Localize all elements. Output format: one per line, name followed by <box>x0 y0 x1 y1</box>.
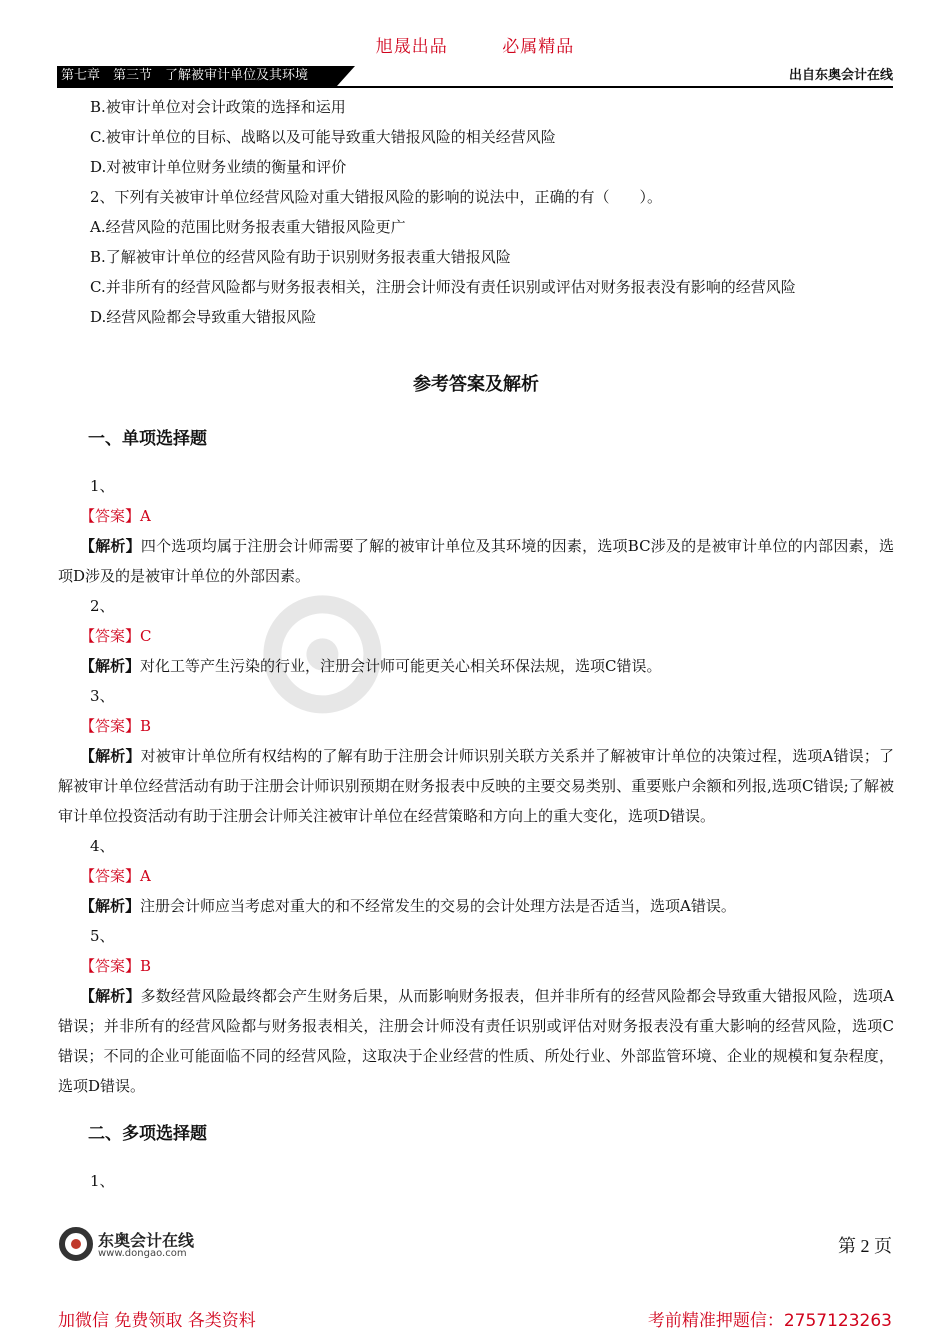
analysis-tag: 【解析】 <box>80 987 141 1005</box>
analysis-line <box>58 891 894 921</box>
footer-logo <box>58 1226 258 1262</box>
answer-tag: 【答案】 <box>80 867 141 885</box>
option-line: D.经营风险都会导致重大错报风险 <box>90 308 317 326</box>
analysis-text: 四个选项均属于注册会计师需要了解的被审计单位及其环境的因素，选项BC涉及的是被审计单位的内部因素，选项D涉及的是被审计单位的外部因素。 <box>58 537 894 585</box>
page-number: 第 2 页 <box>838 1236 892 1256</box>
answer-tag: 【答案】 <box>80 627 141 645</box>
logo-url: www.dongao.com <box>98 1248 187 1259</box>
answer-tag: 【答案】 <box>80 507 141 525</box>
item-number: 3、 <box>90 687 115 705</box>
answer-value: A <box>140 507 151 525</box>
answer-line <box>58 951 894 981</box>
item-number: 1、 <box>90 1172 115 1190</box>
dongao-logo-icon <box>58 1226 94 1262</box>
chapter-header <box>57 66 893 88</box>
analysis-text: 对化工等产生污染的行业，注册会计师可能更关心相关环保法规，选项C错误。 <box>140 657 662 675</box>
logo-name: 东奥会计在线 <box>98 1231 195 1250</box>
answer-value: B <box>140 717 152 735</box>
answer-value: C <box>140 627 152 645</box>
analysis-tag: 【解析】 <box>80 747 141 765</box>
analysis-text: 多数经营风险最终都会产生财务后果，从而影响财务报表，但并非所有的经营风险都会导致重大错报风险，选项A错误；并非所有的经营风险都与财务报表相关，注册会计师没有责任识别或评估对财务报表没有重大影响的经营风险，选项C错误；不同的企业可能面临不同的经营风险，这取决于企业经营的性质、所处行业、外部监管环境、企业的规模和复杂程度，选项D错误。 <box>58 987 894 1095</box>
document-body <box>58 92 894 1196</box>
answer-item <box>58 591 894 681</box>
answer-item <box>58 681 894 831</box>
banner-right-text: 必属精品 <box>502 37 575 57</box>
answer-value: A <box>140 867 151 885</box>
analysis-line <box>58 531 894 591</box>
option-line: C.并非所有的经营风险都与财务报表相关，注册会计师没有责任识别或评估对财务报表没有影响的经营风险 <box>90 278 796 296</box>
item-number: 5、 <box>90 927 115 945</box>
promo-left: 加微信 免费领取 各类资料 <box>58 1311 256 1331</box>
option-line: C.被审计单位的目标、战略以及可能导致重大错报风险的相关经营风险 <box>90 128 556 146</box>
answer-value: B <box>140 957 152 975</box>
option-line: D.对被审计单位财务业绩的衡量和评价 <box>90 158 347 176</box>
analysis-line <box>58 741 894 831</box>
answer-item <box>58 471 894 591</box>
analysis-tag: 【解析】 <box>80 657 141 675</box>
answer-item <box>58 921 894 1101</box>
answer-tag: 【答案】 <box>80 717 141 735</box>
analysis-tag: 【解析】 <box>80 897 141 915</box>
analysis-text: 对被审计单位所有权结构的了解有助于注册会计师识别关联方关系并了解被审计单位的决策过程，选项A错误；了解被审计单位经营活动有助于注册会计师识别预期在财务报表中反映的主要交易类别、重要账户余额和列报,选项C错误;了解被审计单位投资活动有助于注册会计师关注被审计单位在经营策略和方向上的重大变化，选项D错误。 <box>58 747 894 825</box>
item-number: 2、 <box>90 597 115 615</box>
option-line: A.经营风险的范围比财务报表重大错报风险更广 <box>90 218 406 236</box>
section-title-single: 一、单项选择题 <box>88 429 207 449</box>
answer-line <box>58 711 894 741</box>
top-banner <box>0 32 950 57</box>
option-line: B.了解被审计单位的经营风险有助于识别财务报表重大错报风险 <box>90 248 511 266</box>
question-stem: 2、下列有关被审计单位经营风险对重大错报风险的影响的说法中，正确的有（ ）。 <box>90 188 663 206</box>
header-source: 出自东奥会计在线 <box>788 68 893 83</box>
answer-line <box>58 621 894 651</box>
answer-line <box>58 501 894 531</box>
answer-line <box>58 861 894 891</box>
option-line: B.被审计单位对会计政策的选择和运用 <box>90 98 346 116</box>
banner-left-text: 旭晟出品 <box>375 37 448 57</box>
item-number: 4、 <box>90 837 115 855</box>
item-number: 1、 <box>90 477 115 495</box>
analysis-text: 注册会计师应当考虑对重大的和不经常发生的交易的会计处理方法是否适当，选项A错误。 <box>140 897 736 915</box>
answers-title: 参考答案及解析 <box>413 374 539 395</box>
analysis-line <box>58 981 894 1101</box>
chapter-title: 第七章 第三节 了解被审计单位及其环境 <box>57 66 337 86</box>
promo-right: 考前精准押题信：2757123263 <box>647 1311 892 1331</box>
answer-tag: 【答案】 <box>80 957 141 975</box>
analysis-line <box>58 651 894 681</box>
section-title-multi: 二、多项选择题 <box>88 1124 207 1144</box>
analysis-tag: 【解析】 <box>80 537 141 555</box>
answer-item <box>58 831 894 921</box>
